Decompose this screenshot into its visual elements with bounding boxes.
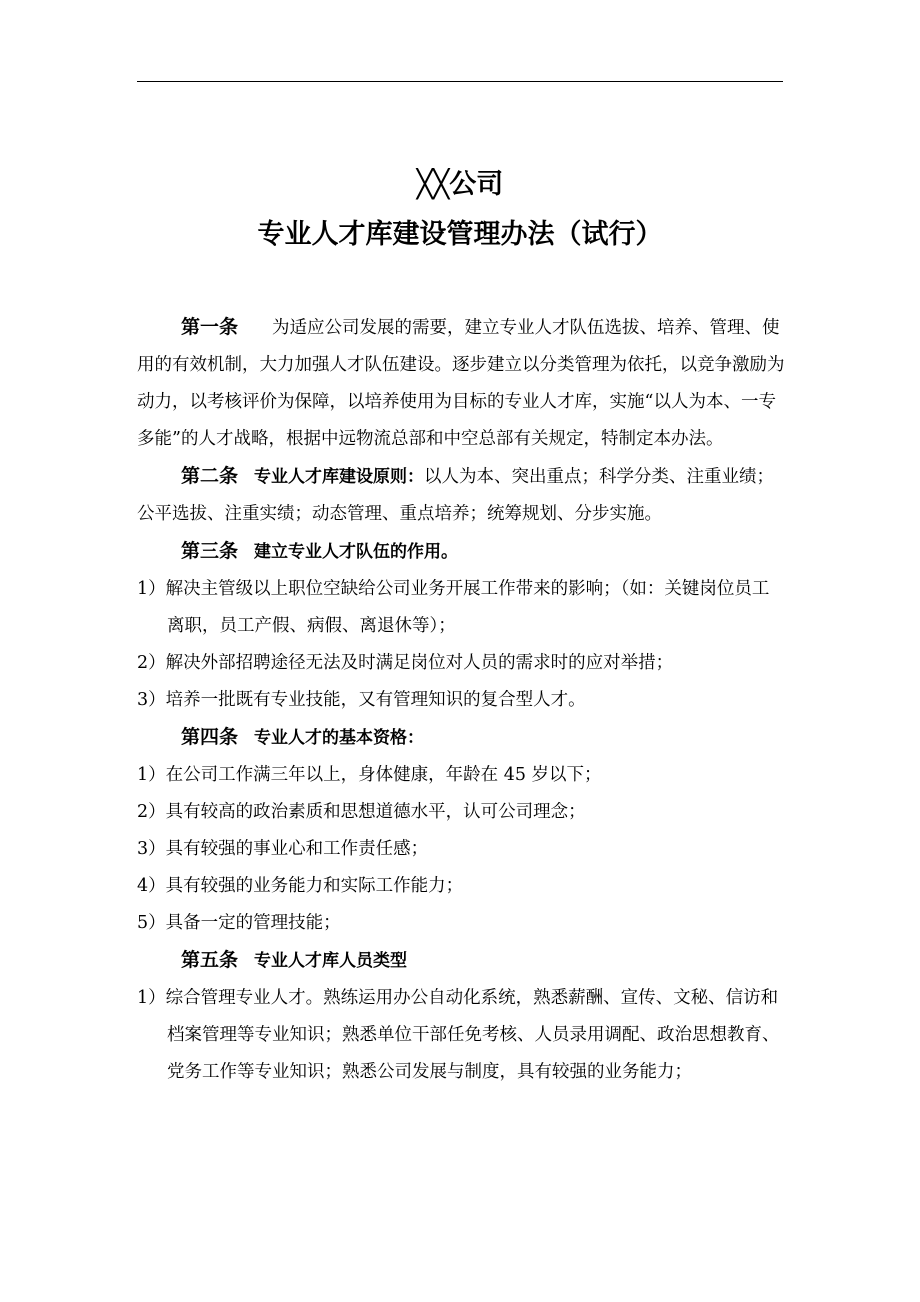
list-item: 2）解决外部招聘途径无法及时满足岗位对人员的需求时的应对举措； xyxy=(137,653,674,673)
document-title: 专业人才库建设管理办法（试行） xyxy=(257,219,663,250)
list-item: 5）具备一定的管理技能； xyxy=(137,913,341,933)
article-2-heading: 专业人才库建设原则： xyxy=(254,467,425,487)
list-item: 3）培养一批既有专业技能，又有管理知识的复合型人才。 xyxy=(137,690,586,710)
article-5-heading: 专业人才库人员类型 xyxy=(254,951,408,971)
article-4 xyxy=(137,719,785,757)
article-2-text: 以人为本、突出重点；科学分类、注重业绩；公平选拔、注重实绩；动态管理、重点培养；统筹规划、分步实施。 xyxy=(137,467,775,524)
list-item: 1）在公司工作满三年以上，身体健康，年龄在 45 岁以下； xyxy=(137,765,602,785)
company-name: ╳╳公司 xyxy=(416,169,504,200)
article-2 xyxy=(137,458,785,533)
article-3-label: 第三条 xyxy=(181,540,239,562)
list-item: 1）综合管理专业人才。熟练运用办公自动化系统，熟悉薪酬、宣传、文秘、信访和档案管理等专业知识；熟悉单位干部任免考核、人员录用调配、政治思想教育、党务工作等专业知识；熟悉公司发展与制度，具有较强的业务能力； xyxy=(137,988,780,1082)
article-5 xyxy=(137,942,785,980)
article-1-label: 第一条 xyxy=(181,316,239,338)
list-item: 2）具有较高的政治素质和思想道德水平，认可公司理念； xyxy=(137,802,586,822)
article-1 xyxy=(137,309,785,458)
article-4-heading: 专业人才的基本资格： xyxy=(254,728,425,748)
article-1-text: 为适应公司发展的需要，建立专业人才队伍选拔、培养、管理、使用的有效机制，大力加强人才队伍建设。逐步建立以分类管理为依托，以竞争激励为动力，以考核评价为保障，以培养使用为目标的专业人才库，实施“以人为本、一专多能”的人才战略，根据中远物流总部和中空总部有关规定，特制定本办法。 xyxy=(137,318,785,449)
article-5-label: 第五条 xyxy=(181,949,239,971)
document-body xyxy=(137,309,785,1091)
list-item: 3）具有较强的事业心和工作责任感； xyxy=(137,839,429,859)
article-4-label: 第四条 xyxy=(181,726,239,748)
header-rule xyxy=(137,81,783,82)
article-2-label: 第二条 xyxy=(181,465,239,487)
article-3 xyxy=(137,533,785,571)
list-item: 4）具有较强的业务能力和实际工作能力； xyxy=(137,876,464,896)
list-item: 1）解决主管级以上职位空缺给公司业务开展工作带来的影响；（如：关键岗位员工离职，员工产假、病假、离退休等）； xyxy=(137,579,770,636)
article-3-heading: 建立专业人才队伍的作用。 xyxy=(254,542,459,562)
